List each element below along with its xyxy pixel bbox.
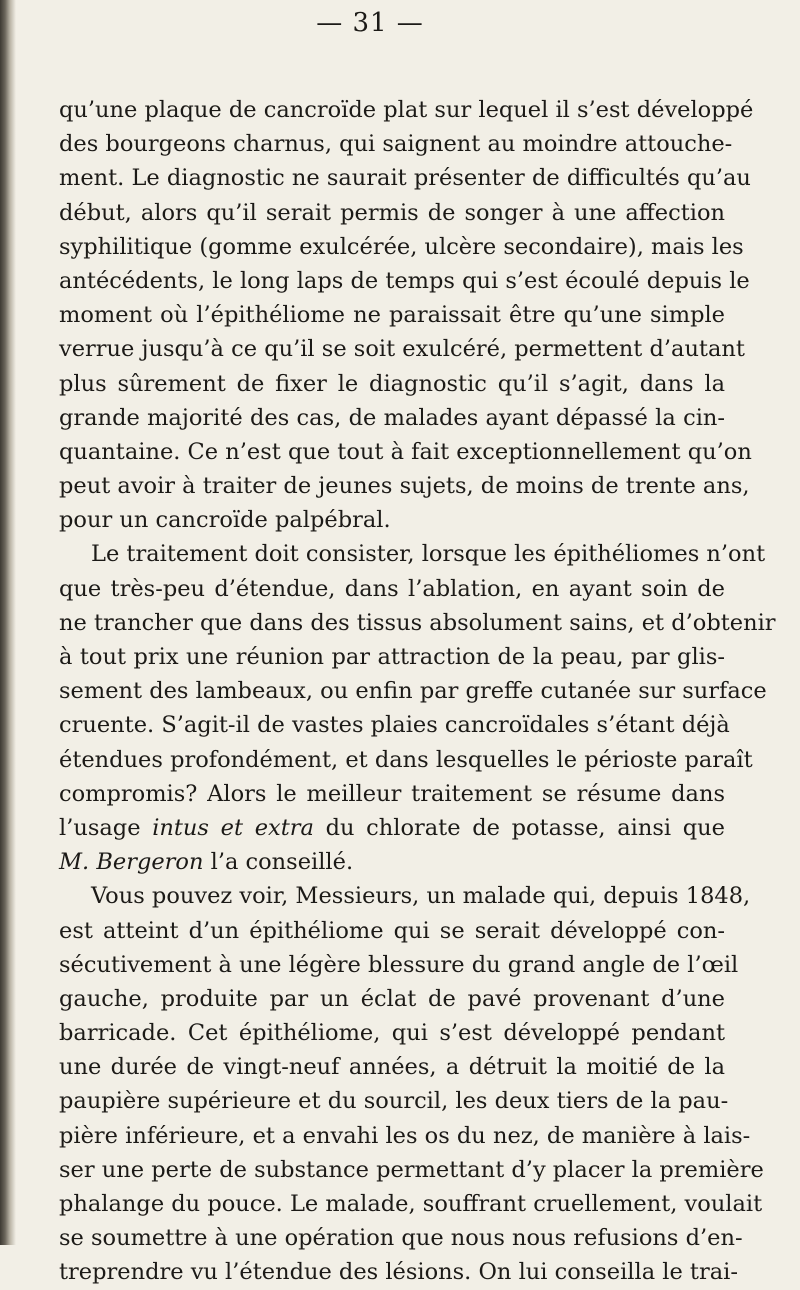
text-line: à tout prix une réunion par attraction de la peau, par glis- bbox=[59, 644, 725, 670]
italic-phrase: intus et extra bbox=[152, 814, 314, 841]
text-line: paupière supérieure et du sourcil, les deux tiers de la pau- bbox=[59, 1088, 729, 1115]
text-line: syphilitique (gomme exulcérée, ulcère secondaire), mais les bbox=[59, 233, 744, 260]
text-line: l’usage intus et extra du chlorate de potasse, ainsi que bbox=[59, 814, 725, 841]
text-line: se soumettre à une opération que nous nous refusions d’en- bbox=[59, 1225, 743, 1252]
text-line: quantaine. Ce n’est que tout à fait exceptionnellement qu’on bbox=[59, 438, 752, 465]
text-line: compromis? Alors le meilleur traitement se résume dans bbox=[59, 780, 725, 807]
text-line: moment où l’épithéliome ne paraissait être qu’une simple bbox=[59, 302, 725, 329]
text-line: Vous pouvez voir, Messieurs, un malade qui, depuis 1848, bbox=[91, 883, 751, 910]
paragraph-3 bbox=[59, 879, 764, 1289]
text-line: antécédents, le long laps de temps qui s’est écoulé depuis le bbox=[59, 267, 750, 294]
text-line: grande majorité des cas, de malades ayant dépassé la cin- bbox=[59, 404, 725, 431]
text-line: sement des lambeaux, ou enfin par greffe cutanée sur surface bbox=[59, 678, 767, 705]
text-line: début, alors qu’il serait permis de songer à une affection bbox=[59, 199, 725, 226]
text-line: verrue jusqu’à ce qu’il se soit exulcéré, permettent d’autant bbox=[59, 336, 745, 363]
text-line: cruente. S’agit-il de vastes plaies cancroïdales s’étant déjà bbox=[59, 712, 730, 739]
paragraph-2 bbox=[59, 537, 776, 879]
text-line: pière inférieure, et a envahi les os du nez, de manière à lais- bbox=[59, 1122, 751, 1149]
text-line: gauche, produite par un éclat de pavé provenant d’une bbox=[59, 985, 725, 1012]
text-line: ne trancher que dans des tissus absolument sains, et d’obtenir bbox=[59, 609, 776, 636]
text-line: ment. Le diagnostic ne saurait présenter de difficultés qu’au bbox=[59, 165, 751, 192]
text-line: peut avoir à traiter de jeunes sujets, de moins de trente ans, bbox=[59, 473, 750, 500]
text-line: une durée de vingt-neuf années, a détruit la moitié de la bbox=[59, 1054, 725, 1081]
text-line: ser une perte de substance permettant d’y placer la première bbox=[59, 1156, 764, 1183]
text-line: étendues profondément, et dans lesquelles le périoste paraît bbox=[59, 746, 753, 773]
text-line: phalange du pouce. Le malade, souffrant cruellement, voulait bbox=[59, 1191, 763, 1217]
text-line: M. Bergeron l’a conseillé. bbox=[59, 849, 354, 876]
text-line: pour un cancroïde palpébral. bbox=[59, 507, 391, 534]
text-line: barricade. Cet épithéliome, qui s’est développé pendant bbox=[59, 1020, 725, 1047]
text-line: qu’une plaque de cancroïde plat sur lequel il s’est développé bbox=[59, 97, 754, 123]
text-line: Le traitement doit consister, lorsque les épithéliomes n’ont bbox=[91, 541, 766, 568]
italic-name: M. Bergeron bbox=[59, 849, 204, 876]
body-text bbox=[59, 93, 776, 1290]
text-line: plus sûrement de fixer le diagnostic qu’il s’agit, dans la bbox=[59, 370, 725, 397]
text-line: des bourgeons charnus, qui saignent au moindre attouche- bbox=[59, 131, 733, 158]
paragraph-1 bbox=[59, 93, 754, 537]
text-line: est atteint d’un épithéliome qui se serait développé con- bbox=[59, 917, 725, 944]
text-line: sécutivement à une légère blessure du grand angle de l’œil bbox=[59, 951, 739, 978]
text-line: treprendre vu l’étendue des lésions. On lui conseilla le trai- bbox=[59, 1259, 738, 1286]
text-line: que très-peu d’étendue, dans l’ablation, en ayant soin de bbox=[59, 575, 725, 602]
page-number: — 31 — bbox=[316, 8, 424, 38]
